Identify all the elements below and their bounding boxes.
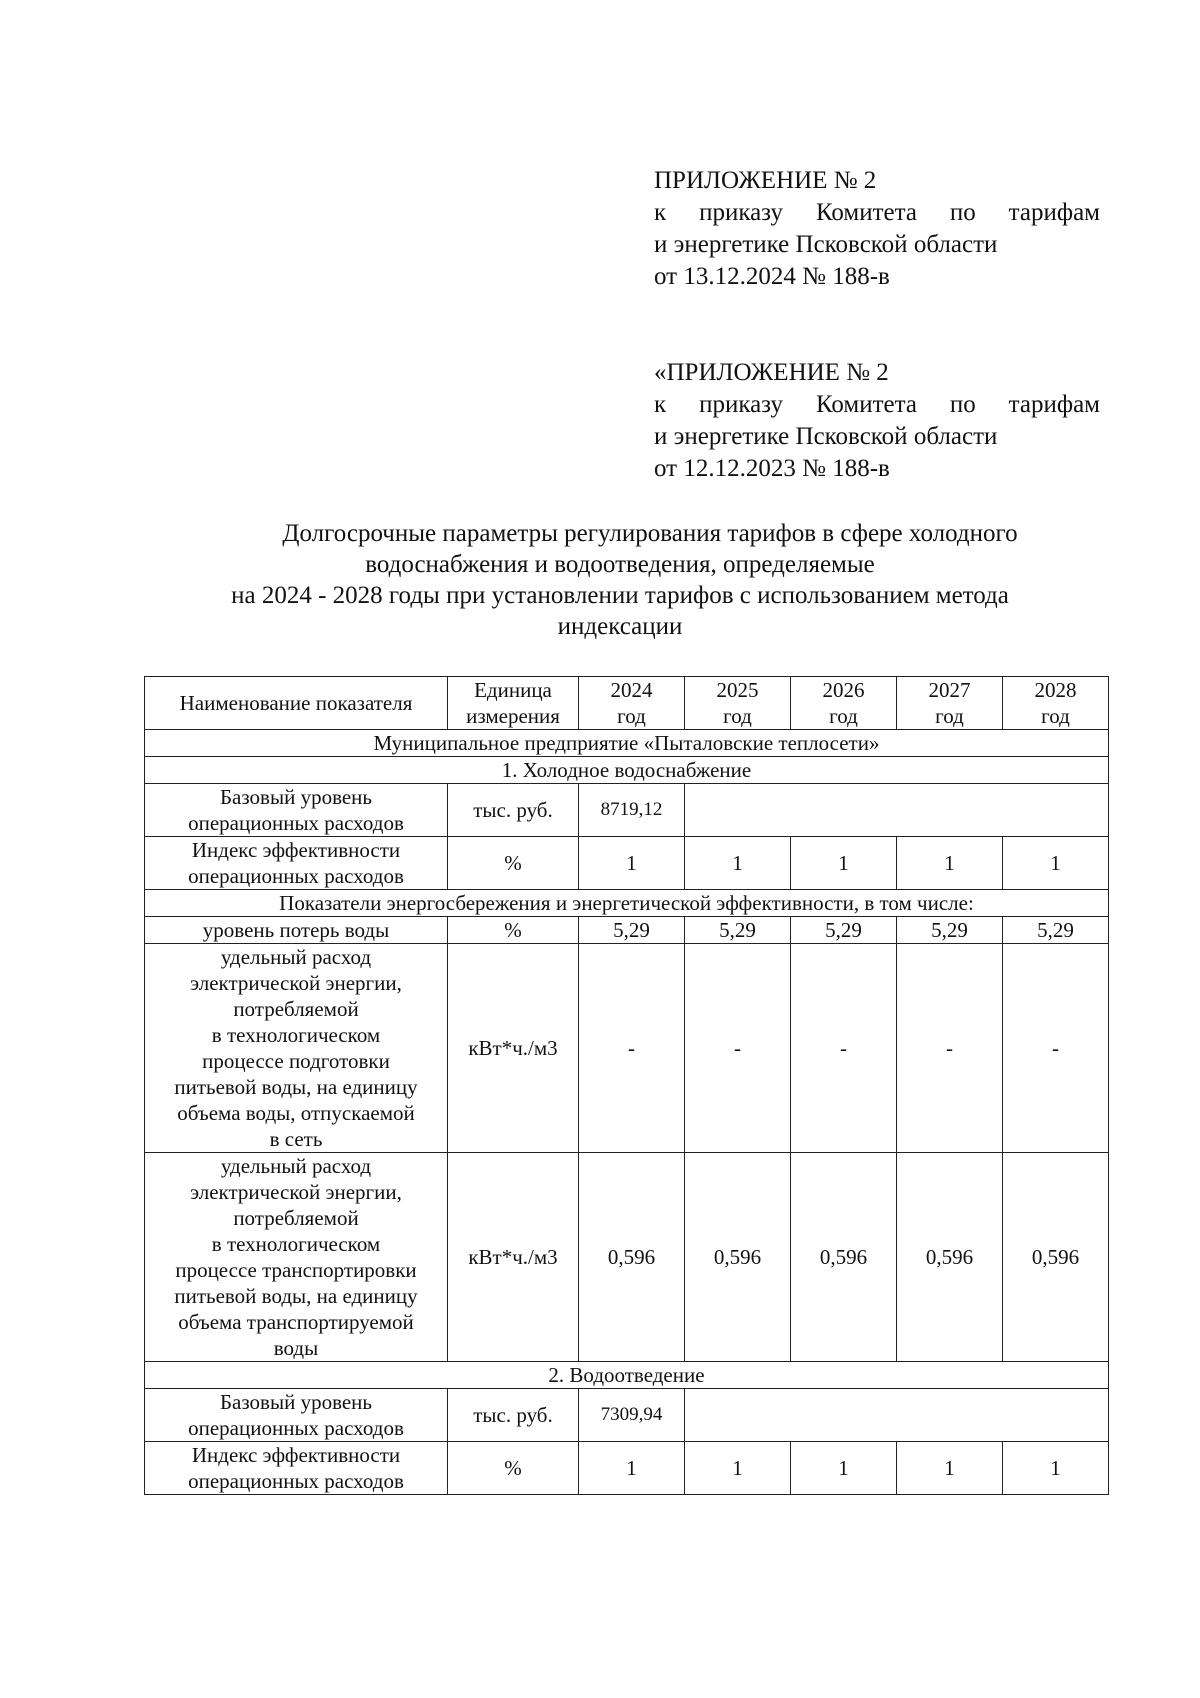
row-name-l2: операционных расходов — [188, 1416, 404, 1440]
row-name-line: в технологическом — [211, 1023, 381, 1047]
row-unit: кВт*ч./м3 — [448, 944, 579, 1153]
row-unit: кВт*ч./м3 — [448, 1153, 579, 1362]
row-value: 1 — [685, 837, 791, 890]
appendix-header — [654, 165, 1100, 293]
row-value: 5,29 — [685, 917, 791, 944]
table-header-row — [145, 677, 1109, 730]
row-name-line: процессе подготовки — [202, 1049, 390, 1073]
year-label: 2028 — [1034, 678, 1077, 702]
table-row — [145, 944, 1109, 1153]
row-name-l1: Базовый уровень — [220, 1390, 372, 1414]
row-unit: % — [448, 1442, 579, 1495]
row-name-l2: операционных расходов — [188, 1469, 404, 1493]
table-row — [145, 837, 1109, 890]
row-name-l1: Индекс эффективности — [191, 838, 401, 862]
header-year-2028 — [1003, 677, 1109, 730]
section-2-title: 2. Водоотведение — [145, 1362, 1109, 1389]
header-year-2025 — [685, 677, 791, 730]
year-label: 2027 — [928, 678, 971, 702]
table-row — [145, 1389, 1109, 1442]
row-value: - — [685, 944, 791, 1153]
row-name-line: электрической энергии, — [190, 971, 402, 995]
year-label: 2024 — [610, 678, 653, 702]
title-line-3: на 2024 - 2028 годы при установлении тарифов с использованием метода — [231, 582, 1009, 609]
row-name-line: потребляемой — [233, 997, 359, 1021]
header-year-2024 — [579, 677, 685, 730]
row-value: 0,596 — [579, 1153, 685, 1362]
row-name-line: воды — [273, 1336, 319, 1360]
title-line-2: водоснабжения и водоотведения, определяемые — [365, 551, 875, 578]
row-unit: тыс. руб. — [448, 784, 579, 837]
row-name-line: в технологическом — [211, 1232, 381, 1256]
year-label: 2026 — [822, 678, 865, 702]
year-suffix: год — [723, 704, 752, 728]
row-name-line: удельный расход — [220, 945, 372, 969]
row-unit: тыс. руб. — [448, 1389, 579, 1442]
row-name-line: объема воды, отпускаемой — [177, 1101, 415, 1125]
appendix-title: ПРИЛОЖЕНИЕ № 2 — [654, 167, 877, 194]
energy-header-row — [145, 890, 1109, 917]
row-value: 1 — [579, 837, 685, 890]
year-label: 2025 — [716, 678, 759, 702]
table-row — [145, 784, 1109, 837]
row-value: 5,29 — [791, 917, 897, 944]
appendix-line-2: и энергетике Псковской области — [654, 231, 998, 258]
year-suffix: год — [617, 704, 646, 728]
row-name — [145, 944, 448, 1153]
row-value: - — [579, 944, 685, 1153]
row-value: 1 — [897, 837, 1003, 890]
appendix-old-header — [654, 357, 1100, 485]
row-name-l2: операционных расходов — [188, 811, 404, 835]
table-row — [145, 1153, 1109, 1362]
row-value: 1 — [579, 1442, 685, 1495]
row-name-line: процессе транспортировки — [175, 1258, 417, 1282]
header-year-2027 — [897, 677, 1003, 730]
row-value: 1 — [791, 837, 897, 890]
row-value: 0,596 — [685, 1153, 791, 1362]
document-title — [140, 518, 1100, 642]
row-name-line: в сеть — [269, 1127, 323, 1151]
header-unit-l2: измерения — [466, 704, 560, 728]
row-value-2024: 8719,12 — [579, 784, 685, 837]
year-suffix: год — [829, 704, 858, 728]
row-empty — [685, 784, 1109, 837]
row-empty — [685, 1389, 1109, 1442]
title-line-4: индексации — [557, 613, 683, 640]
row-name — [145, 1442, 448, 1495]
parameters-table — [144, 676, 1109, 1495]
row-name-line: питьевой воды, на единицу — [174, 1284, 418, 1308]
appendix-line-1: к приказу Комитета по тарифам — [654, 199, 1100, 226]
header-name: Наименование показателя — [145, 677, 448, 730]
appendix-old-line-2: и энергетике Псковской области — [654, 423, 998, 450]
row-name-l1: Базовый уровень — [220, 785, 372, 809]
row-name-line: питьевой воды, на единицу — [174, 1075, 418, 1099]
table-row — [145, 917, 1109, 944]
appendix-old-line-3: от 12.12.2023 № 188-в — [654, 455, 890, 482]
row-value: 1 — [1003, 837, 1109, 890]
row-name — [145, 837, 448, 890]
row-value: 1 — [791, 1442, 897, 1495]
org-row — [145, 730, 1109, 757]
row-name-line: электрической энергии, — [190, 1180, 402, 1204]
table-row — [145, 1442, 1109, 1495]
row-value: - — [897, 944, 1003, 1153]
year-suffix: год — [1041, 704, 1070, 728]
header-year-2026 — [791, 677, 897, 730]
row-value: 1 — [685, 1442, 791, 1495]
energy-header: Показатели энергосбережения и энергетической эффективности, в том числе: — [145, 890, 1109, 917]
row-name-line: потребляемой — [233, 1206, 359, 1230]
row-value: 1 — [1003, 1442, 1109, 1495]
row-value: 0,596 — [897, 1153, 1003, 1362]
header-unit — [448, 677, 579, 730]
header-unit-l1: Единица — [474, 678, 552, 702]
row-name — [145, 1153, 448, 1362]
row-name-l2: операционных расходов — [188, 864, 404, 888]
row-value-2024: 7309,94 — [579, 1389, 685, 1442]
row-value: 5,29 — [897, 917, 1003, 944]
row-value: 1 — [897, 1442, 1003, 1495]
row-value: 0,596 — [1003, 1153, 1109, 1362]
row-name — [145, 1389, 448, 1442]
row-name-line: объема транспортируемой — [178, 1310, 414, 1334]
org-name: Муниципальное предприятие «Пыталовские теплосети» — [145, 730, 1109, 757]
row-value: 0,596 — [791, 1153, 897, 1362]
title-line-1: Долгосрочные параметры регулирования тарифов в сфере холодного — [282, 520, 1018, 547]
row-name-l1: Индекс эффективности — [191, 1443, 401, 1467]
section-1-row — [145, 757, 1109, 784]
row-unit: % — [448, 837, 579, 890]
section-2-row — [145, 1362, 1109, 1389]
row-value: - — [791, 944, 897, 1153]
section-1-title: 1. Холодное водоснабжение — [145, 757, 1109, 784]
appendix-line-3: от 13.12.2024 № 188-в — [654, 263, 890, 290]
row-name — [145, 784, 448, 837]
appendix-old-line-1: к приказу Комитета по тарифам — [654, 391, 1100, 418]
row-value: - — [1003, 944, 1109, 1153]
row-name-line: удельный расход — [220, 1154, 372, 1178]
year-suffix: год — [935, 704, 964, 728]
row-unit: % — [448, 917, 579, 944]
appendix-old-title: «ПРИЛОЖЕНИЕ № 2 — [654, 359, 889, 386]
row-value: 5,29 — [1003, 917, 1109, 944]
row-value: 5,29 — [579, 917, 685, 944]
row-name: уровень потерь воды — [145, 917, 448, 944]
